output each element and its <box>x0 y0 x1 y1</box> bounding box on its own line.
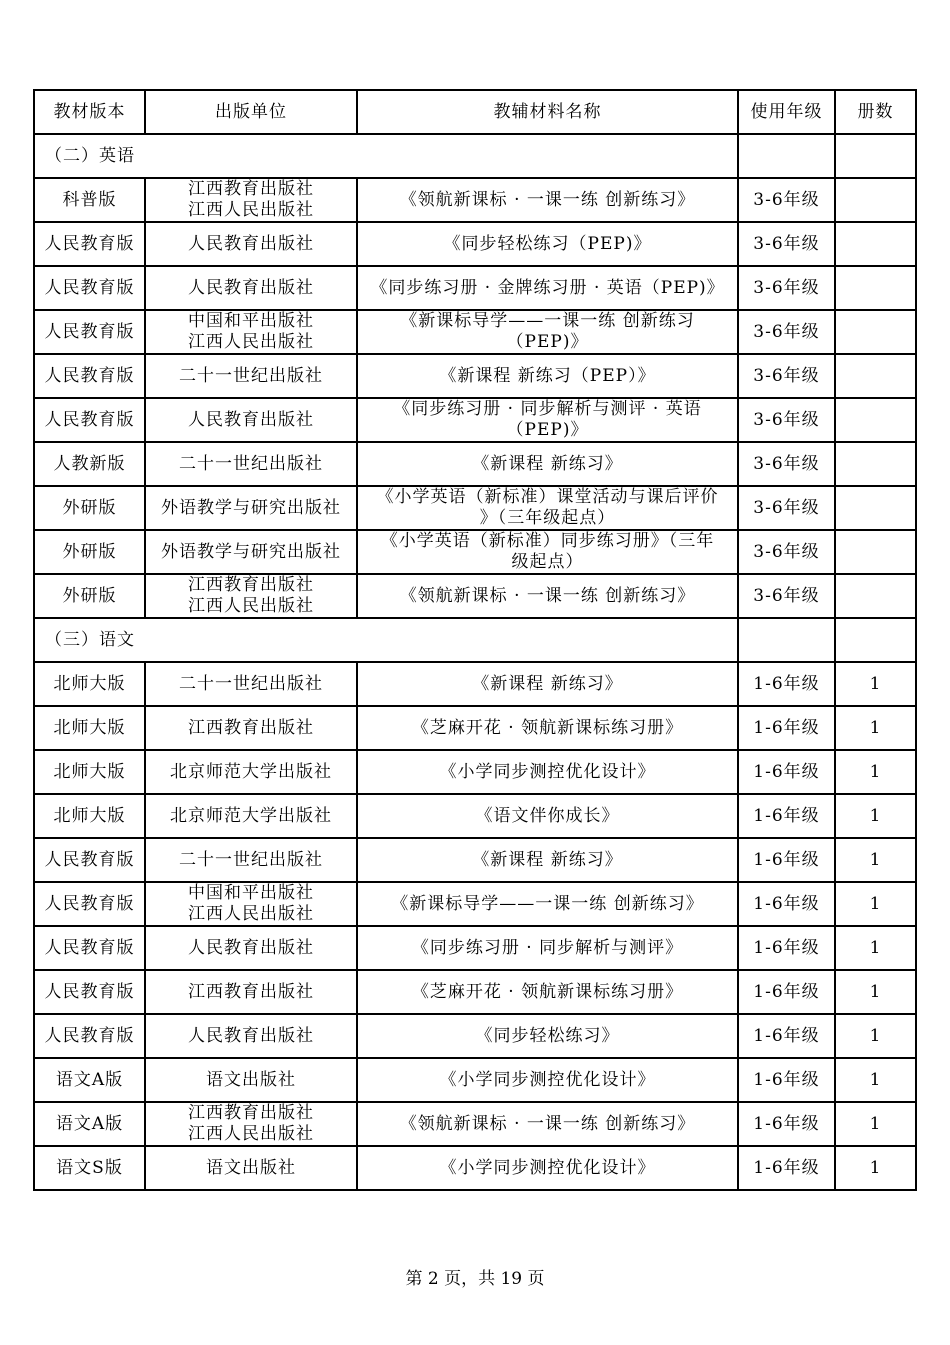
volumes-cell: 1 <box>835 882 916 926</box>
publisher-cell-line: 江西人民出版社 <box>188 1124 314 1144</box>
title-cell-line: 《新课标导学——一课一练 创新练习 <box>400 311 695 331</box>
title-cell-line: 《芝麻开花 · 领航新课标练习册》 <box>411 717 684 738</box>
table-row <box>34 750 916 794</box>
title-cell <box>357 970 738 1014</box>
table-row <box>34 662 916 706</box>
publisher-cell <box>145 222 357 266</box>
header-title: 教辅材料名称 <box>357 90 738 134</box>
title-cell-line: 级起点） <box>511 552 584 572</box>
table-body <box>34 134 916 1190</box>
publisher-cell <box>145 838 357 882</box>
table-row <box>34 266 916 310</box>
grade-cell: 3-6年级 <box>738 178 835 222</box>
header-publisher: 出版单位 <box>145 90 357 134</box>
publisher-cell-line: 人民教育出版社 <box>188 937 314 958</box>
table-row <box>34 926 916 970</box>
section-heading: （三）语文 <box>34 618 738 662</box>
edition-cell: 外研版 <box>34 530 145 574</box>
title-cell-line: 《领航新课标 · 一课一练 创新练习》 <box>399 189 696 210</box>
title-cell <box>357 1014 738 1058</box>
header-volumes: 册数 <box>835 90 916 134</box>
publisher-cell-line: 人民教育出版社 <box>188 277 314 298</box>
section-row <box>34 134 916 178</box>
grade-cell: 1-6年级 <box>738 1058 835 1102</box>
edition-cell: 人民教育版 <box>34 398 145 442</box>
table-row <box>34 794 916 838</box>
title-cell-line: 《小学同步测控优化设计》 <box>439 761 656 782</box>
title-cell-line: 《小学同步测控优化设计》 <box>439 1157 656 1178</box>
grade-cell: 1-6年级 <box>738 882 835 926</box>
title-cell-line: 《新课程 新练习》 <box>472 849 623 870</box>
volumes-cell: 1 <box>835 750 916 794</box>
table-row <box>34 1102 916 1146</box>
volumes-cell <box>835 442 916 486</box>
table-row <box>34 530 916 574</box>
edition-cell: 语文A版 <box>34 1102 145 1146</box>
publisher-cell <box>145 662 357 706</box>
volumes-cell: 1 <box>835 662 916 706</box>
grade-cell: 1-6年级 <box>738 750 835 794</box>
title-cell-line: 《同步轻松练习（PEP)》 <box>443 233 652 254</box>
title-cell <box>357 882 738 926</box>
publisher-cell <box>145 178 357 222</box>
edition-cell: 人教新版 <box>34 442 145 486</box>
volumes-cell <box>835 222 916 266</box>
title-cell-line: 《同步轻松练习》 <box>475 1025 620 1046</box>
publisher-cell <box>145 1014 357 1058</box>
section-volumes-cell <box>835 134 916 178</box>
publisher-cell-line: 语文出版社 <box>206 1157 296 1178</box>
publisher-cell <box>145 354 357 398</box>
publisher-cell-line: 二十一世纪出版社 <box>179 453 323 474</box>
publisher-cell-line: 江西人民出版社 <box>188 596 314 616</box>
title-cell <box>357 222 738 266</box>
title-cell <box>357 1058 738 1102</box>
volumes-cell <box>835 310 916 354</box>
volumes-cell: 1 <box>835 1058 916 1102</box>
publisher-cell <box>145 398 357 442</box>
textbook-table <box>33 89 917 1191</box>
volumes-cell: 1 <box>835 1102 916 1146</box>
title-cell <box>357 398 738 442</box>
title-cell-line: 《同步练习册 · 同步解析与测评》 <box>411 937 684 958</box>
publisher-cell-line: 江西教育出版社 <box>188 1103 314 1123</box>
grade-cell: 1-6年级 <box>738 1102 835 1146</box>
title-cell-line: 《同步练习册 · 同步解析与测评 · 英语 <box>393 399 702 419</box>
grade-cell: 3-6年级 <box>738 222 835 266</box>
volumes-cell: 1 <box>835 706 916 750</box>
title-cell-line: 《小学英语（新标准）课堂活动与课后评价 <box>376 487 719 507</box>
title-cell-line: 《芝麻开花 · 领航新课标练习册》 <box>411 981 684 1002</box>
grade-cell: 1-6年级 <box>738 926 835 970</box>
title-cell <box>357 354 738 398</box>
table-header-row <box>34 90 916 134</box>
section-heading: （二）英语 <box>34 134 738 178</box>
table-row <box>34 310 916 354</box>
title-cell-line: 《小学同步测控优化设计》 <box>439 1069 656 1090</box>
title-cell-line: 《同步练习册 · 金牌练习册 · 英语（PEP)》 <box>370 277 725 298</box>
grade-cell: 1-6年级 <box>738 970 835 1014</box>
publisher-cell-line: 江西人民出版社 <box>188 904 314 924</box>
publisher-cell <box>145 882 357 926</box>
title-cell <box>357 794 738 838</box>
title-cell <box>357 1102 738 1146</box>
publisher-cell-line: 江西教育出版社 <box>188 717 314 738</box>
grade-cell: 3-6年级 <box>738 310 835 354</box>
title-cell-line: （PEP)》 <box>506 420 589 440</box>
edition-cell: 外研版 <box>34 486 145 530</box>
publisher-cell-line: 外语教学与研究出版社 <box>161 541 341 562</box>
edition-cell: 人民教育版 <box>34 970 145 1014</box>
volumes-cell: 1 <box>835 1014 916 1058</box>
edition-cell: 语文S版 <box>34 1146 145 1190</box>
grade-cell: 1-6年级 <box>738 838 835 882</box>
grade-cell: 1-6年级 <box>738 794 835 838</box>
grade-cell: 1-6年级 <box>738 1146 835 1190</box>
publisher-cell <box>145 1102 357 1146</box>
volumes-cell: 1 <box>835 926 916 970</box>
publisher-cell-line: 人民教育出版社 <box>188 1025 314 1046</box>
publisher-cell <box>145 926 357 970</box>
publisher-cell-line: 外语教学与研究出版社 <box>161 497 341 518</box>
title-cell <box>357 442 738 486</box>
publisher-cell-line: 江西人民出版社 <box>188 200 314 220</box>
section-grade-cell <box>738 618 835 662</box>
table-row <box>34 222 916 266</box>
edition-cell: 语文A版 <box>34 1058 145 1102</box>
title-cell <box>357 706 738 750</box>
table-row <box>34 354 916 398</box>
edition-cell: 北师大版 <box>34 706 145 750</box>
publisher-cell <box>145 794 357 838</box>
publisher-cell <box>145 442 357 486</box>
publisher-cell-line: 北京师范大学出版社 <box>170 761 332 782</box>
table-row <box>34 178 916 222</box>
title-cell-line: （PEP)》 <box>506 332 589 352</box>
table-row <box>34 970 916 1014</box>
volumes-cell <box>835 178 916 222</box>
publisher-cell-line: 江西人民出版社 <box>188 332 314 352</box>
edition-cell: 科普版 <box>34 178 145 222</box>
publisher-cell <box>145 750 357 794</box>
volumes-cell <box>835 530 916 574</box>
edition-cell: 人民教育版 <box>34 926 145 970</box>
edition-cell: 人民教育版 <box>34 354 145 398</box>
grade-cell: 3-6年级 <box>738 398 835 442</box>
publisher-cell-line: 二十一世纪出版社 <box>179 849 323 870</box>
table-row <box>34 1014 916 1058</box>
table-row <box>34 838 916 882</box>
title-cell-line: 《新课程 新练习》 <box>472 673 623 694</box>
table-row <box>34 486 916 530</box>
publisher-cell-line: 人民教育出版社 <box>188 409 314 430</box>
volumes-cell <box>835 354 916 398</box>
publisher-cell <box>145 486 357 530</box>
section-volumes-cell <box>835 618 916 662</box>
title-cell <box>357 750 738 794</box>
publisher-cell <box>145 970 357 1014</box>
volumes-cell <box>835 266 916 310</box>
grade-cell: 1-6年级 <box>738 662 835 706</box>
edition-cell: 人民教育版 <box>34 222 145 266</box>
grade-cell: 3-6年级 <box>738 442 835 486</box>
volumes-cell: 1 <box>835 1146 916 1190</box>
publisher-cell-line: 江西教育出版社 <box>188 179 314 199</box>
table-row <box>34 706 916 750</box>
section-row <box>34 618 916 662</box>
title-cell <box>357 486 738 530</box>
grade-cell: 3-6年级 <box>738 530 835 574</box>
title-cell <box>357 310 738 354</box>
table-row <box>34 882 916 926</box>
title-cell-line: 《小学英语（新标准）同步练习册》（三年 <box>380 531 715 551</box>
header-grade: 使用年级 <box>738 90 835 134</box>
publisher-cell-line: 中国和平出版社 <box>188 883 314 903</box>
volumes-cell: 1 <box>835 838 916 882</box>
title-cell <box>357 530 738 574</box>
publisher-cell <box>145 706 357 750</box>
title-cell <box>357 178 738 222</box>
title-cell-line: 《领航新课标 · 一课一练 创新练习》 <box>399 1113 696 1134</box>
title-cell <box>357 266 738 310</box>
publisher-cell <box>145 530 357 574</box>
edition-cell: 北师大版 <box>34 750 145 794</box>
publisher-cell-line: 江西教育出版社 <box>188 575 314 595</box>
edition-cell: 人民教育版 <box>34 266 145 310</box>
title-cell <box>357 662 738 706</box>
table-row <box>34 398 916 442</box>
grade-cell: 3-6年级 <box>738 486 835 530</box>
volumes-cell: 1 <box>835 970 916 1014</box>
publisher-cell-line: 中国和平出版社 <box>188 311 314 331</box>
edition-cell: 北师大版 <box>34 662 145 706</box>
volumes-cell <box>835 398 916 442</box>
publisher-cell <box>145 1058 357 1102</box>
publisher-cell <box>145 266 357 310</box>
publisher-cell <box>145 1146 357 1190</box>
edition-cell: 外研版 <box>34 574 145 618</box>
table-row <box>34 1058 916 1102</box>
title-cell-line: 《新课程 新练习》 <box>472 453 623 474</box>
publisher-cell <box>145 310 357 354</box>
title-cell-line: 《领航新课标 · 一课一练 创新练习》 <box>399 585 696 606</box>
edition-cell: 人民教育版 <box>34 882 145 926</box>
title-cell <box>357 574 738 618</box>
publisher-cell <box>145 574 357 618</box>
publisher-cell-line: 江西教育出版社 <box>188 981 314 1002</box>
title-cell-line: 《新课程 新练习（PEP）》 <box>439 365 656 386</box>
edition-cell: 人民教育版 <box>34 310 145 354</box>
title-cell <box>357 1146 738 1190</box>
header-edition: 教材版本 <box>34 90 145 134</box>
volumes-cell <box>835 574 916 618</box>
title-cell-line: 《语文伴你成长》 <box>475 805 620 826</box>
edition-cell: 北师大版 <box>34 794 145 838</box>
title-cell <box>357 926 738 970</box>
grade-cell: 3-6年级 <box>738 574 835 618</box>
table-row <box>34 574 916 618</box>
title-cell-line: 》（三年级起点） <box>479 508 616 528</box>
table-row <box>34 442 916 486</box>
grade-cell: 1-6年级 <box>738 706 835 750</box>
table-row <box>34 1146 916 1190</box>
publisher-cell-line: 人民教育出版社 <box>188 233 314 254</box>
grade-cell: 3-6年级 <box>738 354 835 398</box>
edition-cell: 人民教育版 <box>34 1014 145 1058</box>
page-number: 第 2 页，共 19 页 <box>405 1269 545 1289</box>
title-cell-line: 《新课标导学——一课一练 创新练习》 <box>391 893 704 914</box>
section-grade-cell <box>738 134 835 178</box>
volumes-cell <box>835 486 916 530</box>
publisher-cell-line: 二十一世纪出版社 <box>179 673 323 694</box>
grade-cell: 1-6年级 <box>738 1014 835 1058</box>
volumes-cell: 1 <box>835 794 916 838</box>
grade-cell: 3-6年级 <box>738 266 835 310</box>
publisher-cell-line: 二十一世纪出版社 <box>179 365 323 386</box>
publisher-cell-line: 北京师范大学出版社 <box>170 805 332 826</box>
publisher-cell-line: 语文出版社 <box>206 1069 296 1090</box>
title-cell <box>357 838 738 882</box>
edition-cell: 人民教育版 <box>34 838 145 882</box>
